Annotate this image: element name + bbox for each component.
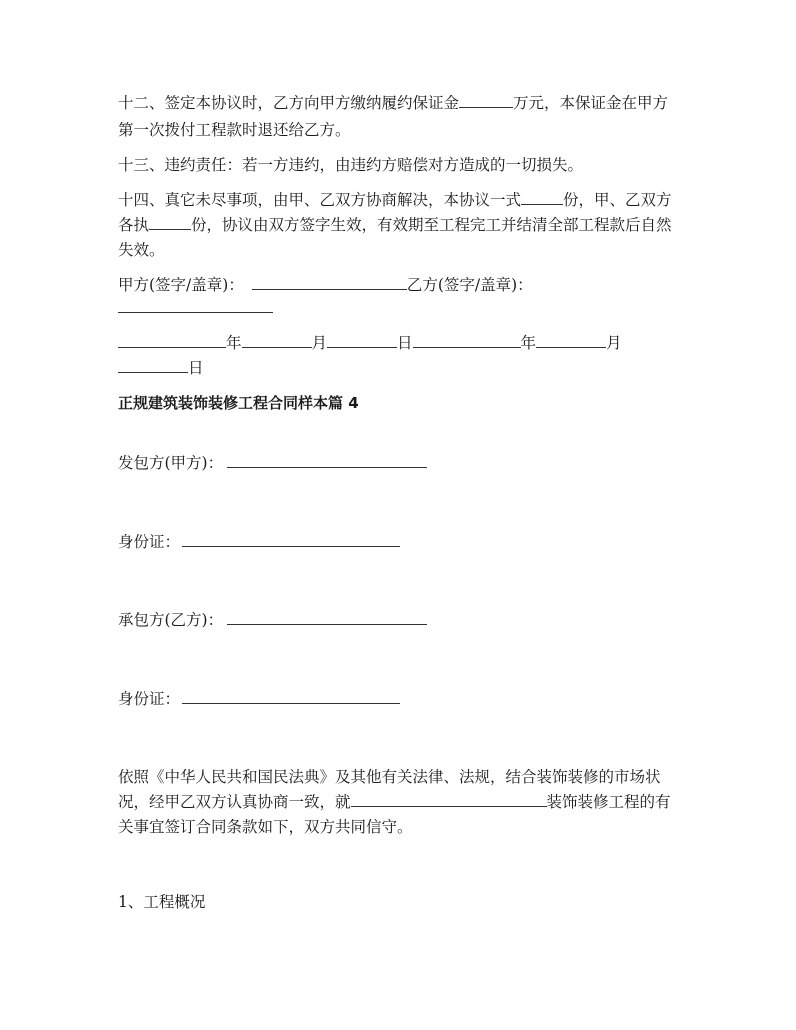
day-label-b: 日 [188,359,204,377]
year-label-b: 年 [520,334,537,352]
clause-14-text-a: 十四、真它未尽事项，由甲、乙双方协商解决，本协议一式 [118,191,522,209]
clause-14-line-1 [118,190,672,210]
item-1 [118,892,205,912]
copies-each-blank[interactable] [149,215,191,230]
deposit-amount-blank[interactable] [459,93,513,108]
date-row-2 [118,358,204,378]
date-row [118,333,622,353]
preamble-line-1 [118,767,661,787]
clause-14-text-b: 份，甲、乙双方 [563,191,672,209]
party-a-day-blank[interactable] [327,333,397,348]
clause-13 [118,155,583,175]
preamble-text-a: 依照《中华人民共和国民法典》及其他有关法律、法规，结合装饰装修的市场状 [118,768,661,786]
party-a-month-blank[interactable] [242,333,312,348]
id-card-field-2 [118,689,400,709]
month-label-a: 月 [311,334,328,352]
clause-13-text: 十三、违约责任：若一方违约，由违约方赔偿对方造成的一切损失。 [118,156,584,174]
month-label-b: 月 [606,334,622,352]
party-a-signature-label: 甲方(签字/盖章)： [118,276,244,294]
contractor-field [118,610,427,630]
section-title: 正规建筑装饰装修工程合同样本篇 4 [118,394,359,412]
party-a-year-blank[interactable] [118,333,226,348]
clause-12-text-c: 第一次拨付工程款时退还给乙方。 [118,121,351,139]
clause-12-text-b: 万元，本保证金在甲方 [513,94,669,112]
contractor-blank[interactable] [227,610,427,625]
party-a-signature-blank[interactable] [252,275,407,290]
id-card-label-2: 身份证： [118,690,181,708]
party-b-signature-line [118,298,273,318]
project-name-blank[interactable] [351,792,547,807]
year-label-a: 年 [226,334,242,352]
preamble-text-c: 装饰装修工程的有 [546,793,671,811]
contractor-label: 承包方(乙方)： [118,611,224,629]
party-b-month-blank[interactable] [536,333,606,348]
party-b-signature-blank[interactable] [118,298,273,313]
id-card-label-1: 身份证： [118,533,181,551]
party-b-day-blank[interactable] [118,358,188,373]
employer-label: 发包方(甲方)： [118,454,224,472]
clause-12-text-a: 十二、签定本协议时，乙方向甲方缴纳履约保证金 [118,94,460,112]
day-label-a: 日 [397,334,413,352]
preamble-text-d: 关事宜签订合同条款如下，双方共同信守。 [118,818,413,836]
employer-blank[interactable] [227,453,427,468]
party-b-year-blank[interactable] [413,333,521,348]
clause-14-line-3 [118,240,165,260]
id-card-blank-2[interactable] [182,689,400,704]
id-card-blank-1[interactable] [182,532,400,547]
id-card-field-1 [118,532,400,552]
clause-12-line-1 [118,93,668,113]
copies-total-blank[interactable] [521,190,563,205]
preamble-line-2 [118,792,671,812]
party-b-signature-label: 乙方(签字/盖章)： [406,276,533,294]
item-1-title: 1、工程概况 [118,893,206,911]
clause-12-line-2 [118,120,351,140]
clause-14-text-d: 份，协议由双方签字生效，有效期至工程完工并结清全部工程款后自然 [191,216,672,234]
section-heading [118,393,359,413]
signature-row [118,275,533,295]
employer-field [118,453,427,473]
clause-14-text-e: 失效。 [118,241,165,259]
preamble-text-b: 况，经甲乙双方认真协商一致，就 [118,793,351,811]
preamble-line-3 [118,817,413,837]
clause-14-line-2 [118,215,672,235]
clause-14-text-c: 各执 [118,216,150,234]
